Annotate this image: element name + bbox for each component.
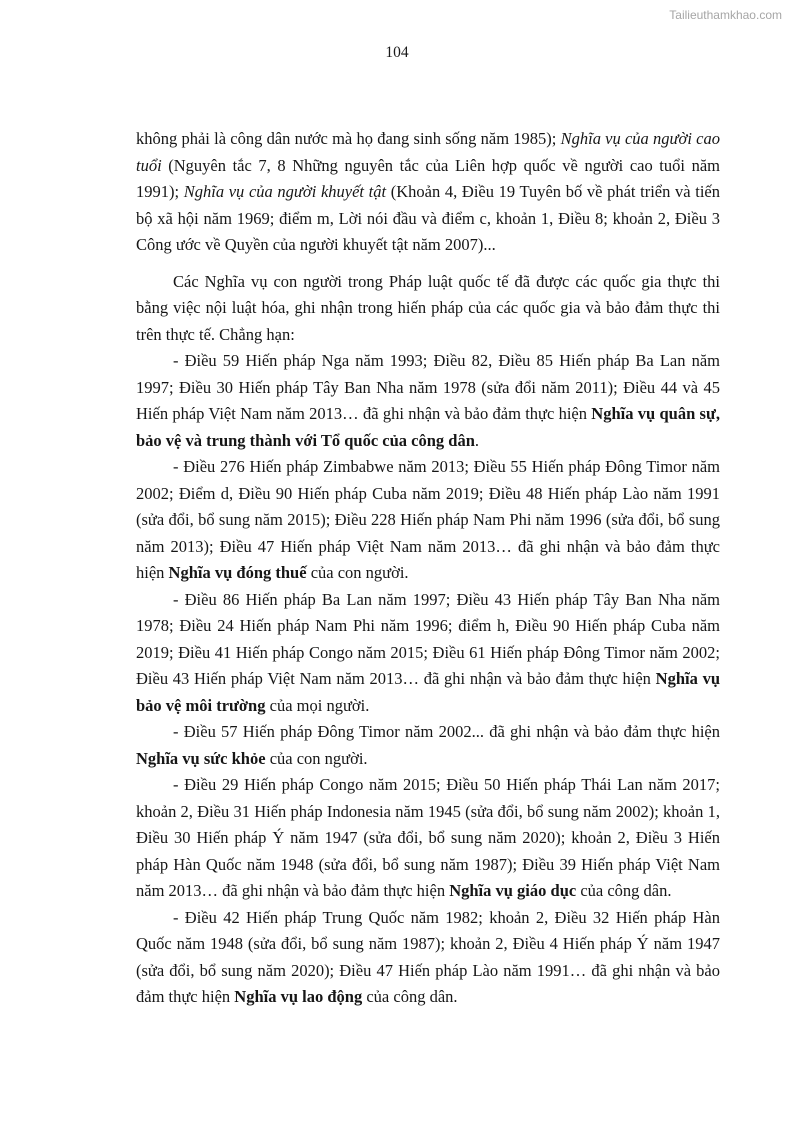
paragraph <box>136 772 720 905</box>
text-run: Nghĩa vụ sức khỏe <box>136 748 266 768</box>
paragraph <box>136 126 720 259</box>
text-run: Nghĩa vụ đóng thuế <box>168 563 307 582</box>
text-run: Nghĩa vụ của người khuyết tật <box>183 182 387 201</box>
paragraph <box>136 905 720 1011</box>
text-run: - Điều 29 Hiến pháp Congo năm 2015; Điều 50 Hiến pháp Thái Lan năm 2017; khoản 2, Điều 31 Hiến pháp Indonesia năm 1945 (sửa đổi, bổ sung năm 2002); khoản 1, Điều 30 Hiến pháp Ý năm 1947 (sửa đổi, bổ sung năm 2020); khoản 2, Điều 3 Hiến pháp Hàn Quốc năm 1948 (sửa đổi, bổ sung năm 1987); Điều 39 Hiến pháp Việt Nam năm 2013… đã ghi nhận và bảo đảm thực hiện <box>136 775 720 900</box>
text-run: - Điều 57 Hiến pháp Đông Timor năm 2002... đã ghi nhận và bảo đảm thực hiện <box>173 722 720 741</box>
text-run: (Nguyên tắc 7, 8 Những nguyên tắc của Liên hợp quốc về người cao tuổi năm 1991); <box>136 155 720 201</box>
text-run: Nghĩa vụ bảo vệ môi trường <box>136 669 720 715</box>
paragraph <box>136 269 720 349</box>
text-run: của mọi người. <box>265 695 370 715</box>
paragraph <box>136 587 720 720</box>
text-run: của công dân. <box>362 987 458 1006</box>
text-run: của công dân. <box>576 881 672 900</box>
watermark: Tailieuthamkhao.com <box>669 8 782 22</box>
text-run: không phải là công dân nước mà họ đang sinh sống năm 1985); <box>136 129 561 148</box>
text-run: - Điều 59 Hiến pháp Nga năm 1993; Điều 82, Điều 85 Hiến pháp Ba Lan năm 1997; Điều 30 Hiến pháp Tây Ban Nha năm 1978 (sửa đổi năm 2011); Điều 44 và 45 Hiến pháp Việt Nam năm 2013… đã ghi nhận và bảo đảm thực hiện <box>136 351 720 423</box>
text-run: của con người. <box>265 748 368 768</box>
text-run: Nghĩa vụ quân sự, bảo vệ và trung thành với Tổ quốc của công dân <box>136 404 720 450</box>
text-run: Các Nghĩa vụ con người trong Pháp luật quốc tế đã được các quốc gia thực thi bằng việc nội luật hóa, ghi nhận trong hiến pháp của các quốc gia và bảo đảm thực thi trên thực tế. Chẳng hạn: <box>136 271 720 344</box>
text-run: Nghĩa vụ của người cao tuổi <box>136 129 720 175</box>
text-run: (Khoản 4, Điều 19 Tuyên bố về phát triển và tiến bộ xã hội năm 1969; điểm m, Lời nói đầu và điểm c, khoản 1, Điều 8; khoản 2, Điều 3 Công ước về Quyền của người khuyết tật năm 2007)... <box>136 182 720 254</box>
text-run: - Điều 86 Hiến pháp Ba Lan năm 1997; Điều 43 Hiến pháp Tây Ban Nha năm 1978; Điều 24 Hiến pháp Nam Phi năm 1996; điểm h, Điều 90 Hiến pháp Cuba năm 2019; Điều 41 Hiến pháp Congo năm 2015; Điều 61 Hiến pháp Đông Timor năm 2002; Điều 43 Hiến pháp Việt Nam năm 2013… đã ghi nhận và bảo đảm thực hiện <box>136 589 720 688</box>
page-body-text <box>136 126 720 1011</box>
text-run: - Điều 42 Hiến pháp Trung Quốc năm 1982; khoản 2, Điều 32 Hiến pháp Hàn Quốc năm 1948 (sửa đổi, bổ sung năm 1987); khoản 2, Điều 4 Hiến pháp Ý năm 1947 (sửa đổi, bổ sung năm 2020); Điều 47 Hiến pháp Lào năm 1991… đã ghi nhận và bảo đảm thực hiện <box>136 907 720 1006</box>
page-number: 104 <box>385 44 409 61</box>
paragraph <box>136 719 720 772</box>
text-run: Nghĩa vụ giáo dục <box>449 881 577 900</box>
paragraph <box>136 348 720 454</box>
paragraph <box>136 454 720 587</box>
text-run: . <box>474 430 480 450</box>
text-run: - Điều 276 Hiến pháp Zimbabwe năm 2013; Điều 55 Hiến pháp Đông Timor năm 2002; Điểm d, Điều 90 Hiến pháp Cuba năm 2019; Điều 48 Hiến pháp Lào năm 1991 (sửa đổi, bổ sung năm 2015); Điều 228 Hiến pháp Nam Phi năm 1996 (sửa đổi, bổ sung năm 2013); Điều 47 Hiến pháp Việt Nam năm 2013… đã ghi nhận và bảo đảm thực hiện <box>136 457 720 582</box>
text-run: của con người. <box>306 563 409 582</box>
text-run: Nghĩa vụ lao động <box>234 987 363 1006</box>
